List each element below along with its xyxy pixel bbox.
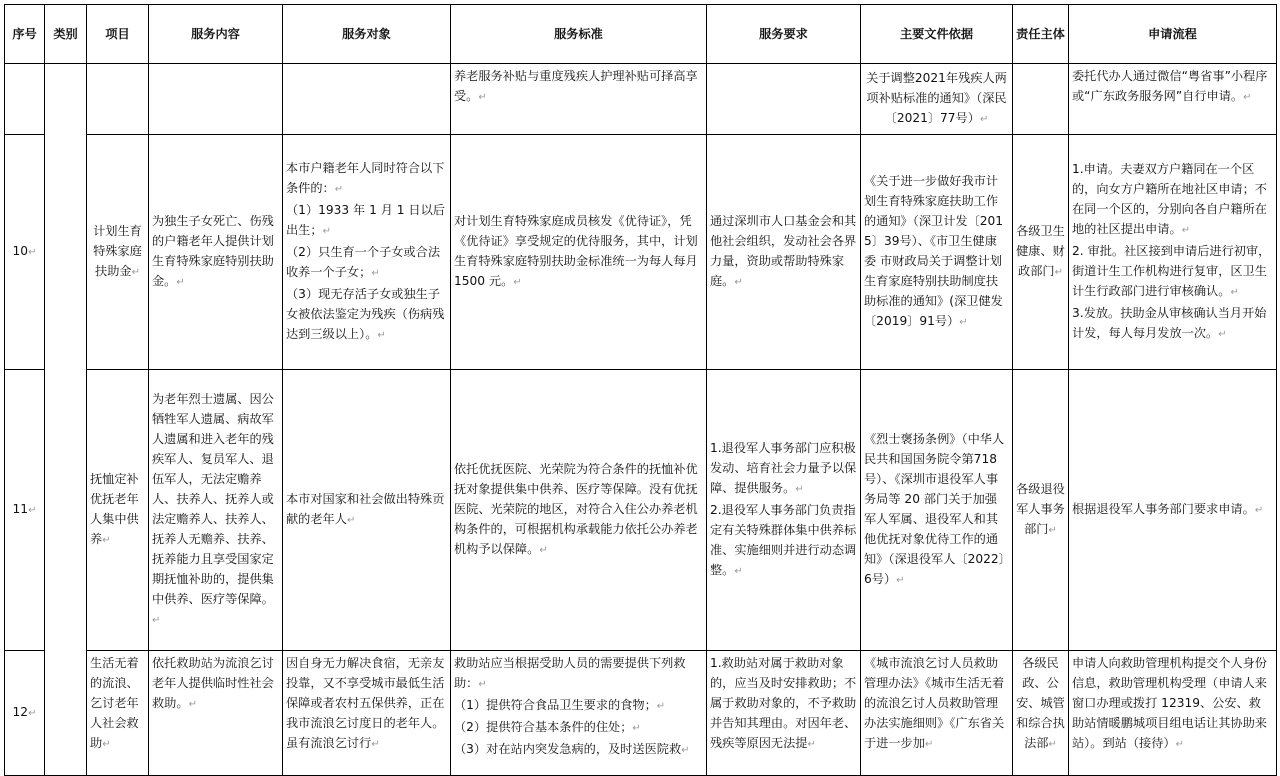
paragraph-mark: ↵ <box>28 505 37 516</box>
cell-target <box>283 651 451 776</box>
table-row <box>5 64 1277 135</box>
requirement-line: 通过深圳市人口基金会和其他社会组织，发动社会各界力量，资助或帮助特殊家庭。↵ <box>710 214 857 288</box>
cell-seq: 11↵ <box>5 370 45 651</box>
paragraph-mark: ↵ <box>371 739 380 750</box>
cell-item: 计划生育特殊家庭扶助金↵ <box>87 135 149 370</box>
table-row <box>5 135 1277 370</box>
cell-standard <box>451 370 707 651</box>
paragraph-mark: ↵ <box>924 739 934 750</box>
cell-basis <box>861 651 1013 776</box>
paragraph-mark: ↵ <box>1048 739 1057 750</box>
paragraph-mark: ↵ <box>188 699 197 710</box>
cell-process <box>1069 135 1277 370</box>
basis-line: 《烈士褒扬条例》（中华人民共和国国务院令第718号）、《深圳市退役军人事务局等 20 部门关于加强军人军属、退役军人和其他优抚对象优待工作的通知》（深退役军人〔2022〕6号）↵ <box>864 432 1005 586</box>
cell-target <box>283 64 451 135</box>
paragraph-mark: ↵ <box>1054 267 1063 278</box>
paragraph-mark: ↵ <box>539 545 548 556</box>
paragraph-mark: ↵ <box>681 745 690 756</box>
target-line: （3）现无存活子女或独生子女被依法鉴定为残疾（伤病残达到三级以上）。↵ <box>286 287 445 341</box>
paragraph-mark: ↵ <box>807 739 816 750</box>
cell-category <box>45 64 87 776</box>
cell-content: 依托救助站为流浪乞讨老年人提供临时性社会救助。↵ <box>149 651 283 776</box>
header-standard: 服务标准 <box>451 5 707 64</box>
process-line: 2. 审批。社区接到申请后进行初审，街道计生工作机构进行复审，区卫生计生行政部门进行审核确认。↵ <box>1072 244 1271 298</box>
paragraph-mark: ↵ <box>1230 287 1239 298</box>
process-line: 申请人向救助管理机构提交个人身份信息，救助管理机构受理（申请人来窗口办理或拨打 12319、公安、救助站情暖鹏城项目组电话让其协助来站）。到站（接待）↵ <box>1072 656 1267 750</box>
standard-line: 养老服务补贴与重度残疾人护理补贴可择高享受。↵ <box>454 69 698 103</box>
cell-item: 抚恤定补优抚老年人集中供养↵ <box>87 370 149 651</box>
cell-seq: 12↵ <box>5 651 45 776</box>
header-requirement: 服务要求 <box>707 5 861 64</box>
paragraph-mark: ↵ <box>896 575 905 586</box>
standard-line: 依托优抚医院、光荣院为符合条件的抚恤补优抚对象提供集中供养、医疗等保障。没有优抚医院、光荣院的地区，对符合入住公办养老机构条件的，可根据机构承载能力依托公办养老机构予以保障。↵ <box>454 462 698 556</box>
paragraph-mark: ↵ <box>28 247 37 258</box>
paragraph-mark: ↵ <box>152 615 161 626</box>
cell-standard <box>451 64 707 135</box>
cell-process <box>1069 64 1277 135</box>
cell-item: 生活无着的流浪、乞讨老年人社会救助↵ <box>87 651 149 776</box>
cell-requirement <box>707 651 861 776</box>
basis-line: 关于调整2021年残疾人两项补贴标准的通知》（深民〔2021〕77号）↵ <box>866 71 1007 125</box>
process-line: 根据退役军人事务部门要求申请。↵ <box>1072 502 1264 516</box>
paragraph-mark: ↵ <box>377 330 386 341</box>
paragraph-mark: ↵ <box>513 277 522 288</box>
table-row <box>5 370 1277 651</box>
target-line: （2）只生育一个子女或合法收养一个子女；↵ <box>286 245 441 279</box>
paragraph-mark: ↵ <box>1254 505 1264 516</box>
header-target: 服务对象 <box>283 5 451 64</box>
cell-basis <box>861 64 1013 135</box>
paragraph-mark: ↵ <box>28 708 37 719</box>
process-line: 委托代办人通过微信“粤省事”小程序或“广东政务服务网”自行申请。↵ <box>1072 69 1268 103</box>
standard-line: 对计划生育特殊家庭成员核发《优待证》，凭《优待证》享受规定的优待服务，其中，计划生育特殊家庭特别扶助金标准统一为每人每月 1500 元。↵ <box>454 214 698 288</box>
cell-target <box>283 135 451 370</box>
standard-line: （3）对在站内突发急病的，及时送医院救↵ <box>454 742 690 756</box>
table-row <box>5 651 1277 776</box>
paragraph-mark: ↵ <box>322 226 331 237</box>
cell-process <box>1069 651 1277 776</box>
service-table <box>4 4 1277 776</box>
cell-requirement <box>707 64 861 135</box>
header-seq: 序号 <box>5 5 45 64</box>
requirement-line: 1.救助站对属于救助对象的，应当及时安排救助；不属于救助对象的，不予救助并告知其理由。对因年老、残疾等原因无法提↵ <box>710 656 857 750</box>
header-basis: 主要文件依据 <box>861 5 1013 64</box>
cell-requirement <box>707 135 861 370</box>
cell-process <box>1069 370 1277 651</box>
header-category: 类别 <box>45 5 87 64</box>
target-line: 本市对国家和社会做出特殊贡献的老年人↵ <box>286 492 445 526</box>
paragraph-mark: ↵ <box>734 566 743 577</box>
paragraph-mark: ↵ <box>1181 225 1191 236</box>
paragraph-mark: ↵ <box>979 114 989 125</box>
header-row <box>5 5 1277 64</box>
paragraph-mark: ↵ <box>632 723 641 734</box>
cell-requirement <box>707 370 861 651</box>
paragraph-mark: ↵ <box>478 679 487 690</box>
paragraph-mark: ↵ <box>1243 92 1252 103</box>
standard-line: 救助站应当根据受助人员的需要提供下列救助：↵ <box>454 656 686 690</box>
cell-basis <box>861 135 1013 370</box>
target-line: 本市户籍老年人同时符合以下条件的：↵ <box>286 161 445 195</box>
paragraph-mark: ↵ <box>1218 329 1227 340</box>
cell-responsible <box>1013 64 1069 135</box>
target-line: 因自身无力解决食宿，无亲友投靠，又不享受城市最低生活保障或者农村五保供养，正在我市流浪乞讨度日的老年人。虽有流浪乞讨行↵ <box>286 656 445 750</box>
header-process: 申请流程 <box>1069 5 1277 64</box>
cell-target <box>283 370 451 651</box>
basis-line: 《关于进一步做好我市计划生育特殊家庭扶助工作的通知》（深卫计发〔2015〕39号）、《市卫生健康委 市财政局关于调整计划生育家庭特别扶助制度扶助标准的通知》(深卫健发〔2019〕91号）↵ <box>864 174 1004 328</box>
cell-seq <box>5 64 45 135</box>
header-content: 服务内容 <box>149 5 283 64</box>
paragraph-mark: ↵ <box>656 701 666 712</box>
paragraph-mark: ↵ <box>346 515 356 526</box>
requirement-line: 1.退役军人事务部门应积极发动、培育社会力量予以保障、提供服务。↵ <box>710 441 857 495</box>
cell-content: 为老年烈士遗属、因公牺牲军人遗属、病故军人遗属和进入老年的残疾军人、复员军人、退伍军人，无法定赡养人、扶养人、抚养人或法定赡养人、扶养人、抚养人无赡养、扶养、抚养能力且享受国家定期抚恤补助的，提供集中供养、医疗等保障。↵ <box>149 370 283 651</box>
process-line: 1.申请。夫妻双方户籍同在一个区的，向女方户籍所在地社区申请；不在同一个区的，分别向各自户籍所在地的社区提出申请。↵ <box>1072 162 1267 236</box>
cell-basis <box>861 370 1013 651</box>
cell-seq: 10↵ <box>5 135 45 370</box>
cell-content <box>149 64 283 135</box>
requirement-line: 2.退役军人事务部门负责指定有关特殊群体集中供养标准、实施细则并进行动态调整。↵ <box>710 503 857 577</box>
paragraph-mark: ↵ <box>959 317 968 328</box>
paragraph-mark: ↵ <box>102 739 111 750</box>
paragraph-mark: ↵ <box>734 277 743 288</box>
cell-content: 为独生子女死亡、伤残的户籍老年人提供计划生育特殊家庭特别扶助金。↵ <box>149 135 283 370</box>
paragraph-mark: ↵ <box>176 277 185 288</box>
paragraph-mark: ↵ <box>371 268 380 279</box>
cell-standard <box>451 135 707 370</box>
cell-standard <box>451 651 707 776</box>
standard-line: （2）提供符合基本条件的住处；↵ <box>454 720 641 734</box>
paragraph-mark: ↵ <box>334 184 344 195</box>
cell-responsible: 各级退役军人事务部门↵ <box>1013 370 1069 651</box>
paragraph-mark: ↵ <box>1048 525 1057 536</box>
paragraph-mark: ↵ <box>131 267 140 278</box>
basis-line: 《城市流浪乞讨人员救助管理办法》《城市生活无着的流浪乞讨人员救助管理办法实施细则》《广东省关于进一步加↵ <box>864 656 1005 750</box>
target-line: （1）1933 年 1 月 1 日以后出生；↵ <box>286 203 445 237</box>
standard-line: （1）提供符合食品卫生要求的食物；↵ <box>454 698 666 712</box>
header-responsible: 责任主体 <box>1013 5 1069 64</box>
paragraph-mark: ↵ <box>478 92 487 103</box>
paragraph-mark: ↵ <box>102 535 111 546</box>
cell-item <box>87 64 149 135</box>
cell-responsible: 各级民政、公安、城管和综合执法部↵ <box>1013 651 1069 776</box>
header-item: 项目 <box>87 5 149 64</box>
cell-responsible: 各级卫生健康、财政部门↵ <box>1013 135 1069 370</box>
paragraph-mark: ↵ <box>795 484 804 495</box>
process-line: 3.发放。扶助金从审核确认当月开始计发，每人每月发放一次。↵ <box>1072 306 1267 340</box>
paragraph-mark: ↵ <box>1175 739 1184 750</box>
